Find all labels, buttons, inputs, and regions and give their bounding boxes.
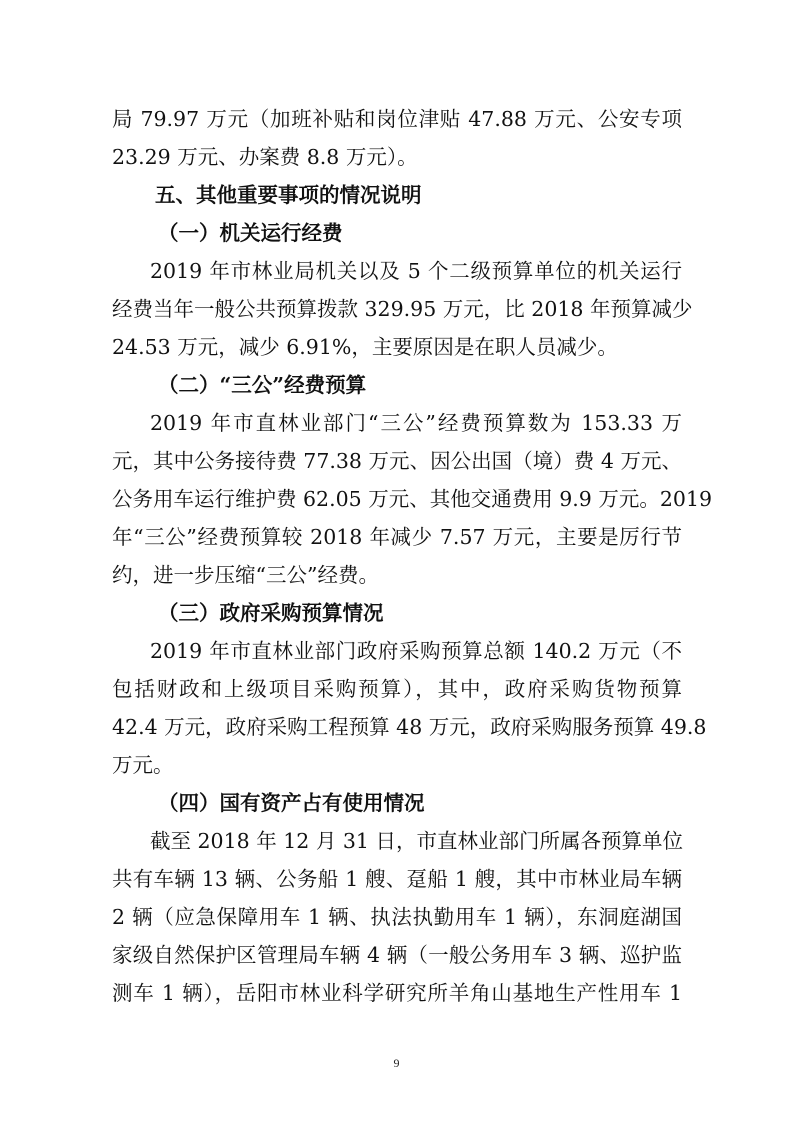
paragraph-line: 截至 2018 年 12 月 31 日，市直林业部门所属各预算单位 xyxy=(150,829,683,853)
paragraph-line: 万元。 xyxy=(112,753,174,777)
paragraph-line: 24.53 万元，减少 6.91%，主要原因是在职人员减少。 xyxy=(112,335,618,359)
subsection-heading: （一）机关运行经费 xyxy=(158,221,343,245)
paragraph-line: 局 79.97 万元（加班补贴和岗位津贴 47.88 万元、公安专项 xyxy=(112,107,682,131)
paragraph-line: 公务用车运行维护费 62.05 万元、其他交通费用 9.9 万元。2019 xyxy=(112,487,713,511)
paragraph-line: 经费当年一般公共预算拨款 329.95 万元，比 2018 年预算减少 xyxy=(112,297,693,321)
section-heading: 五、其他重要事项的情况说明 xyxy=(155,183,422,207)
paragraph-line: 包括财政和上级项目采购预算），其中，政府采购货物预算 xyxy=(112,677,682,701)
paragraph-line: 23.29 万元、办案费 8.8 万元）。 xyxy=(112,145,418,169)
paragraph-line: 2 辆（应急保障用车 1 辆、执法执勤用车 1 辆），东洞庭湖国 xyxy=(112,905,682,929)
paragraph-line: 元，其中公务接待费 77.38 万元、因公出国（境）费 4 万元、 xyxy=(112,449,682,473)
subsection-heading: （三）政府采购预算情况 xyxy=(158,601,384,625)
paragraph-line: 约，进一步压缩“三公”经费。 xyxy=(112,563,379,587)
subsection-heading: （四）国有资产占有使用情况 xyxy=(158,791,425,815)
paragraph-line: 2019 年市直林业部门政府采购预算总额 140.2 万元（不 xyxy=(150,639,682,663)
paragraph-line: 测车 1 辆），岳阳市林业科学研究所羊角山基地生产性用车 1 xyxy=(112,981,682,1005)
paragraph-line: 年“三公”经费预算较 2018 年减少 7.57 万元，主要是厉行节 xyxy=(112,525,682,549)
paragraph-line: 42.4 万元，政府采购工程预算 48 万元，政府采购服务预算 49.8 xyxy=(112,715,707,739)
paragraph-line: 2019 年市林业局机关以及 5 个二级预算单位的机关运行 xyxy=(150,259,682,283)
paragraph-line: 家级自然保护区管理局车辆 4 辆（一般公务用车 3 辆、巡护监 xyxy=(112,943,682,967)
page-number: 9 xyxy=(393,1056,400,1070)
subsection-heading: （二）“三公”经费预算 xyxy=(158,373,367,397)
paragraph-line: 共有车辆 13 辆、公务船 1 艘、趸船 1 艘，其中市林业局车辆 xyxy=(112,867,682,891)
paragraph-line: 2019 年市直林业部门“三公”经费预算数为 153.33 万 xyxy=(150,411,682,435)
